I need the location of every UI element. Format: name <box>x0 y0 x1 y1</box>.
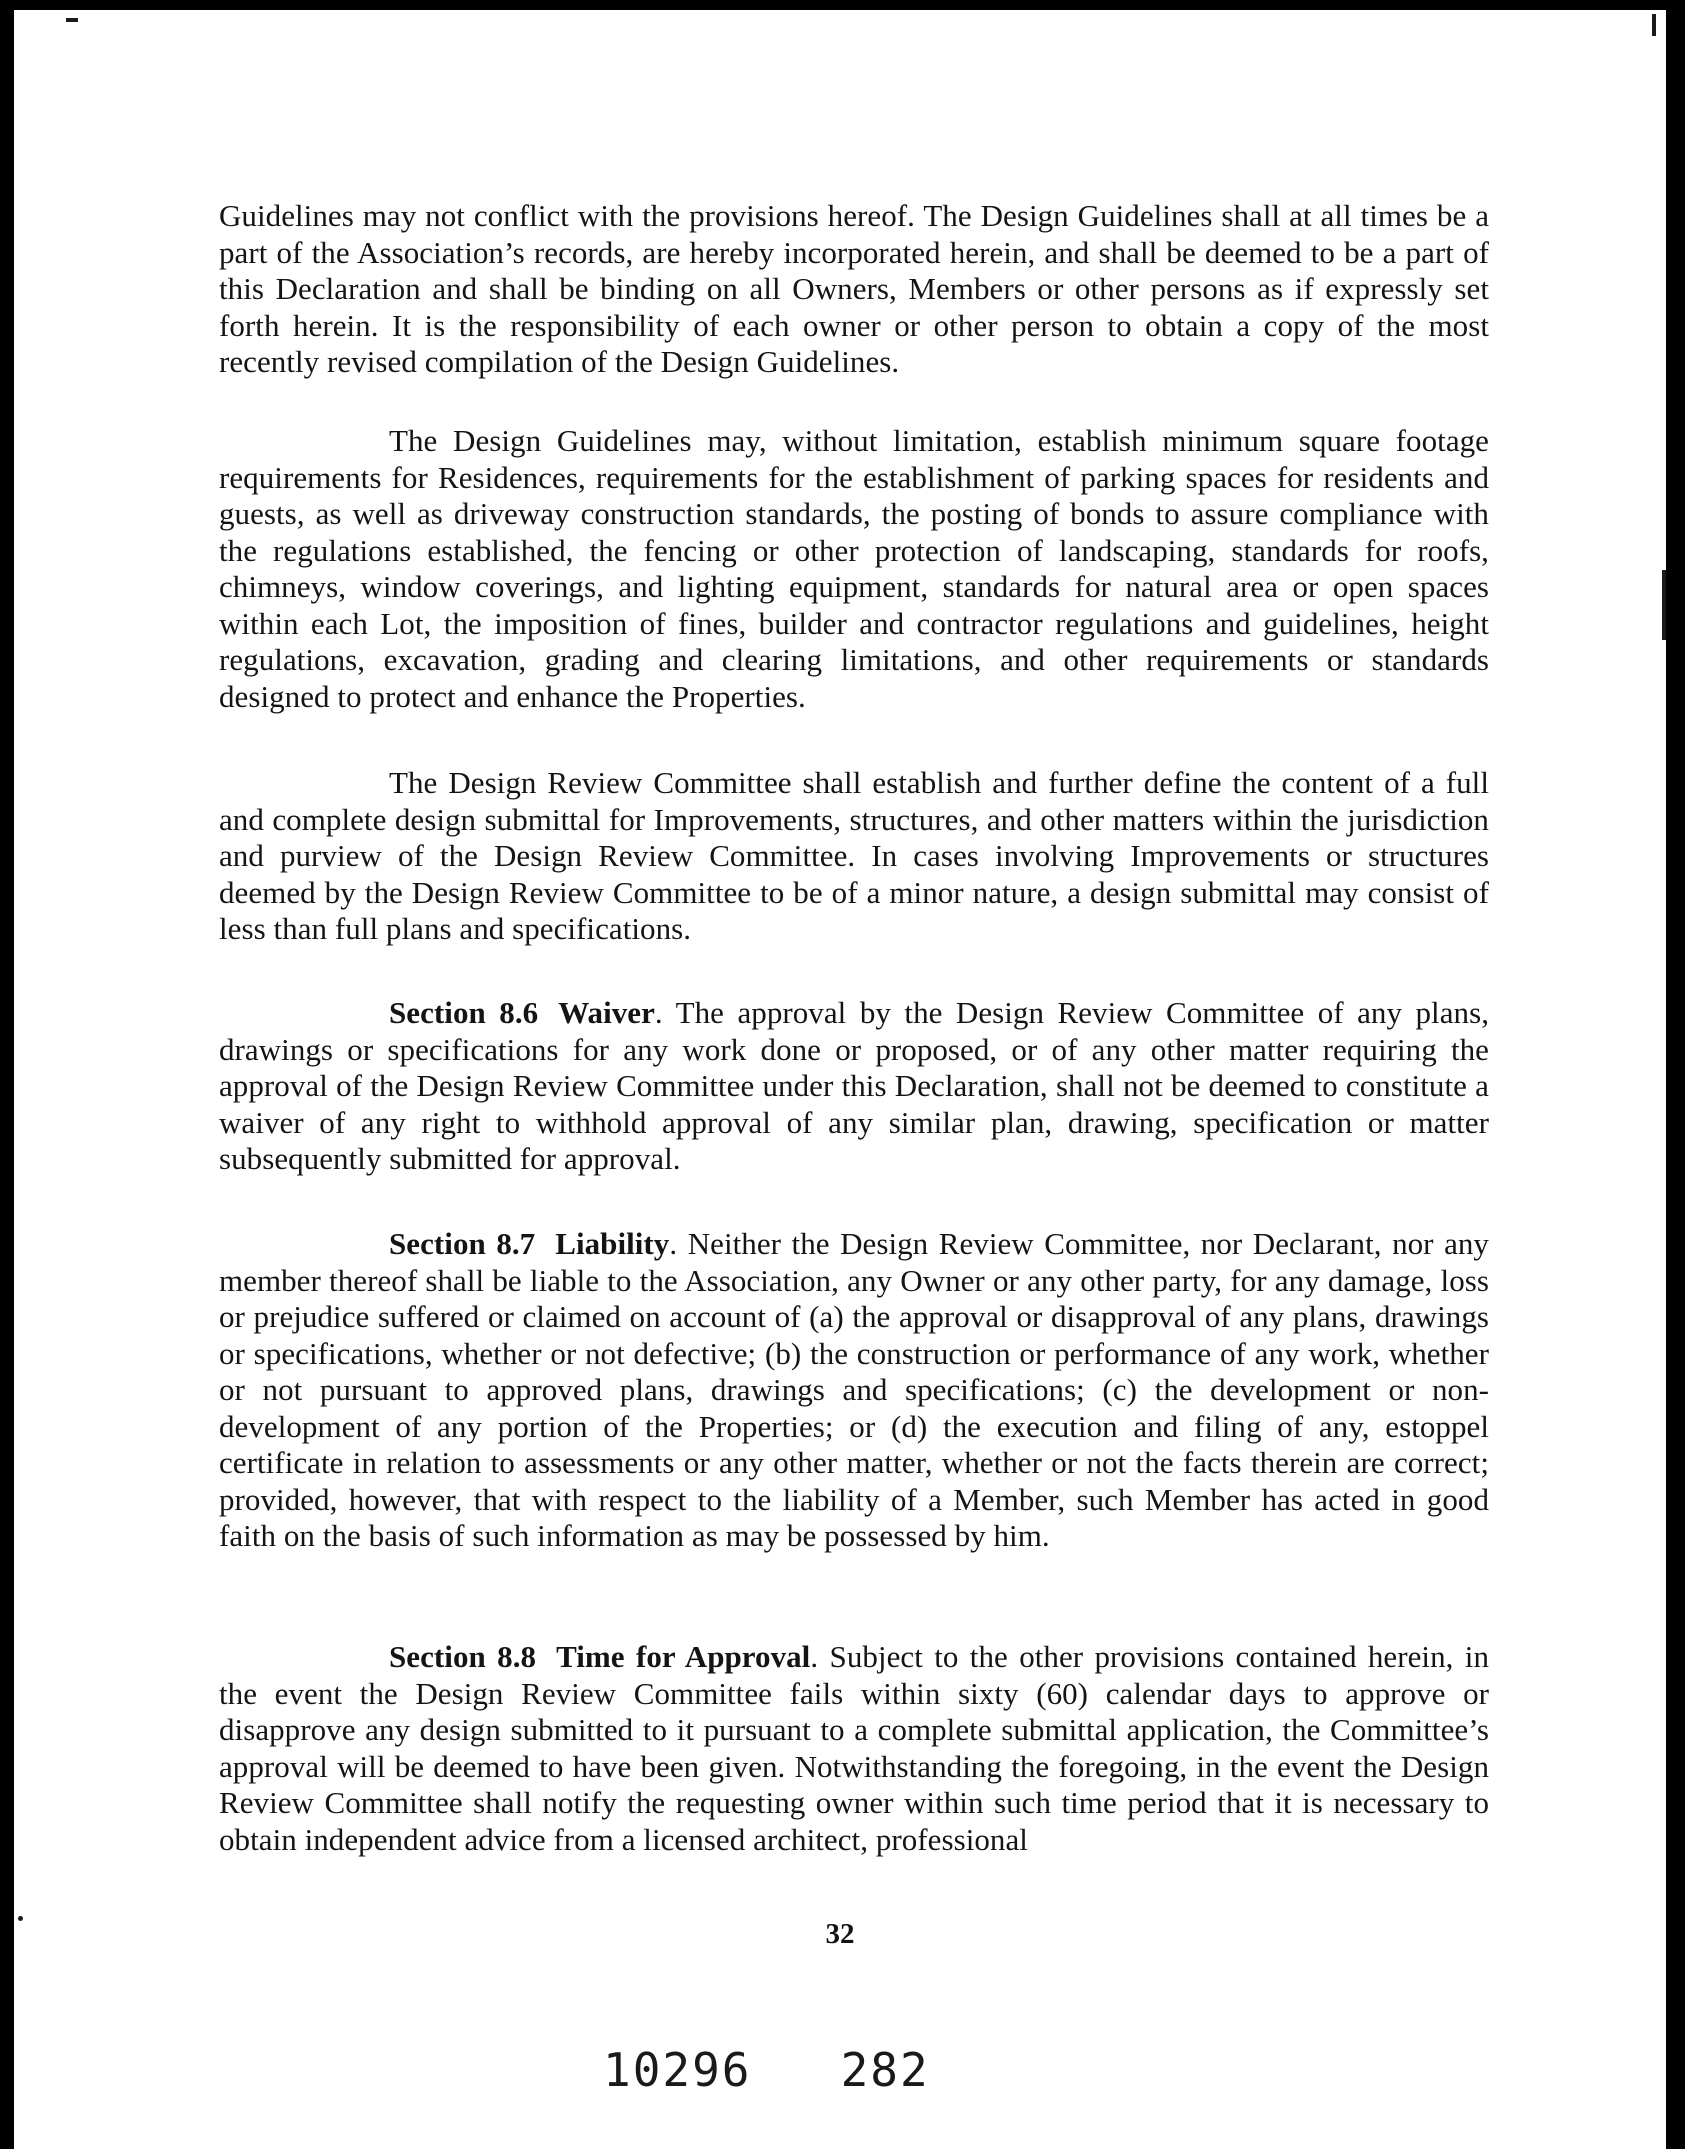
paragraph-text: Guidelines may not conflict with the provisions hereof. The Design Guidelines shall at all times be a part of the Association’s records, are hereby incorporated herein, and shall be deemed to be a part of this Declaration and shall be binding on all Owners, Members or other persons as if expressly set forth herein. It is the responsibility of each owner or other person to obtain a copy of the most recently revised compilation of the Design Guidelines. <box>219 198 1489 379</box>
paragraph-text: The Design Guidelines may, without limitation, establish minimum square footage requirements for Residences, requirements for the establishment of parking spaces for residents and guests, as well as driveway construction standards, the posting of bonds to assure compliance with the regulations established, the fencing or other protection of landscaping, standards for roofs, chimneys, window coverings, and lighting equipment, standards for natural area or open spaces within each Lot, the imposition of fines, builder and contractor regulations and guidelines, height regulations, excavation, grading and clearing limitations, and other requirements or standards designed to protect and enhance the Properties. <box>219 423 1489 714</box>
section-number: Section 8.6 <box>389 995 539 1030</box>
section-paragraph <box>219 1226 1489 1555</box>
section-8-7-liability <box>219 1226 1489 1555</box>
section-8-6-waiver <box>219 995 1489 1178</box>
paragraph-text: The Design Review Committee shall establish and further define the content of a full and complete design submittal for Improvements, structures, and other matters within the jurisdiction and purview of the Design Review Committee. In cases involving Improvements or structures deemed by the Design Review Committee to be of a minor nature, a design submittal may consist of less than full plans and specifications. <box>219 765 1489 946</box>
section-paragraph <box>219 995 1489 1178</box>
document-page <box>14 10 1666 2149</box>
section-paragraph <box>219 1639 1489 1858</box>
section-title: Waiver <box>558 995 655 1030</box>
section-title: Time for Approval <box>556 1639 811 1674</box>
section-number: Section 8.7 <box>389 1226 536 1261</box>
stamp-book: 10296 <box>603 2043 752 2097</box>
recording-stamp <box>603 2043 930 2097</box>
scan-mark <box>66 18 78 22</box>
section-body: . The approval by the Design Review Committee of any plans, drawings or specifications for any work done or proposed, or of any other matter requiring the approval of the Design Review Committee under this Declaration, shall not be deemed to constitute a waiver of any right to withhold approval of any similar plan, drawing, specification or matter subsequently submitted for approval. <box>219 995 1489 1176</box>
stamp-page: 282 <box>840 2043 930 2097</box>
paragraph-design-guidelines-records <box>219 198 1489 381</box>
paragraph-design-guidelines-scope <box>219 423 1489 715</box>
section-body: . Subject to the other provisions contained herein, in the event the Design Review Committee fails within sixty (60) calendar days to approve or disapprove any design submitted to it pursuant to a complete submittal application, the Committee’s approval will be deemed to have been given. Notwithstanding the foregoing, in the event the Design Review Committee shall notify the requesting owner within such time period that it is necessary to obtain independent advice from a licensed architect, professional <box>219 1639 1489 1857</box>
section-8-8-time-for-approval <box>219 1639 1489 1858</box>
paragraph-design-submittal <box>219 765 1489 948</box>
section-number: Section 8.8 <box>389 1639 537 1674</box>
scan-mark <box>1652 14 1656 36</box>
section-body: . Neither the Design Review Committee, nor Declarant, nor any member thereof shall be liable to the Association, any Owner or any other party, for any damage, loss or prejudice suffered or claimed on account of (a) the approval or disapproval of any plans, drawings or specifications, whether or not defective; (b) the construction or performance of any work, whether or not pursuant to approved plans, drawings and specifications; (c) the development or non-development of any portion of the Properties; or (d) the execution and filing of any, estoppel certificate in relation to assessments or any other matter, whether or not the facts therein are correct; provided, however, that with respect to the liability of a Member, such Member has acted in good faith on the basis of such information as may be possessed by him. <box>219 1226 1489 1553</box>
scan-mark <box>1662 570 1666 640</box>
page-number: 32 <box>825 1918 855 1950</box>
section-title: Liability <box>555 1226 670 1261</box>
